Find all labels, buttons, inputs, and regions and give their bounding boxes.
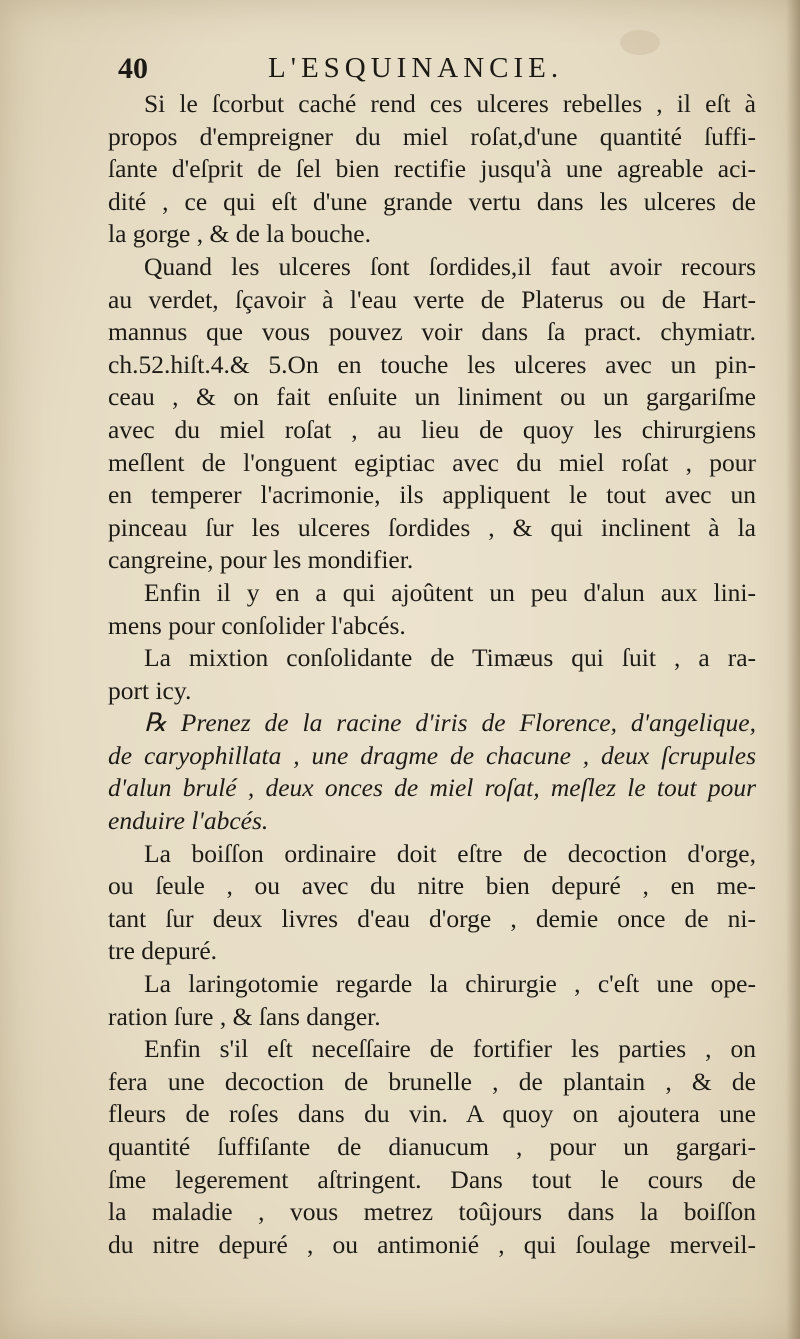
text-line: la gorge , & de la bouche. xyxy=(108,219,371,249)
text-line: cangreine, pour les mondifier. xyxy=(108,545,414,575)
body-text xyxy=(108,88,756,1261)
page-number: 40 xyxy=(118,52,148,85)
text-line: tre depuré. xyxy=(108,936,218,966)
text-line: Si le ſcorbut caché rend ces ulceres rebelles , il eſt à xyxy=(144,89,756,118)
running-title: L'ESQUINANCIE. xyxy=(268,52,564,84)
text-line: pinceau ſur les ulceres ſordides , & qui inclinent à la xyxy=(108,512,756,542)
text-line: mens pour conſolider l'abcés. xyxy=(108,610,406,640)
text-line: Quand les ulceres ſont ſordides,il faut avoir recours xyxy=(144,251,756,281)
text-line: ſante d'eſprit de ſel bien rectifie jusqu'à une agreable aci- xyxy=(108,154,756,184)
text-line: au verdet, ſçavoir à l'eau verte de Platerus ou de Hart- xyxy=(108,284,756,314)
page-header xyxy=(118,52,758,92)
text-line: de caryophillata , une dragme de chacune , deux ſcrupules xyxy=(108,740,756,770)
text-line: fleurs de roſes dans du vin. A quoy on ajoutera une xyxy=(108,1099,756,1129)
text-line: La mixtion conſolidante de Timæus qui ſuit , a ra- xyxy=(144,643,756,673)
text-line: en temperer l'acrimonie, ils appliquent le tout avec un xyxy=(108,480,756,510)
text-line: ℞ Prenez de la racine d'iris de Florence, d'angelique, xyxy=(144,708,756,738)
text-line: quantité ſuffiſante de dianucum , pour un gargari- xyxy=(108,1132,756,1161)
text-line: ceau , & on fait enſuite un liniment ou un gargariſme xyxy=(108,382,756,412)
text-line: d'alun brulé , deux onces de miel roſat, meſlez le tout pour xyxy=(108,773,756,803)
text-line: du nitre depuré , ou antimonié , qui ſoulage merveil- xyxy=(108,1229,756,1259)
text-line: tant ſur deux livres d'eau d'orge , demie once de ni- xyxy=(108,903,756,933)
text-line: Enfin s'il eſt neceſſaire de fortifier les parties , on xyxy=(144,1034,756,1064)
text-line: Enfin il y en a qui ajoûtent un peu d'alun aux lini- xyxy=(144,577,756,607)
text-line: La laringotomie regarde la chirurgie , c'eſt une ope- xyxy=(144,969,756,999)
text-line: La boiſſon ordinaire doit eſtre de decoction d'orge, xyxy=(144,838,756,868)
text-line: ch.52.hiſt.4.& 5.On en touche les ulceres avec un pin- xyxy=(108,349,756,379)
text-line: port icy. xyxy=(108,675,192,705)
text-line: propos d'empreigner du miel roſat,d'une quantité ſuffi- xyxy=(108,121,756,151)
text-line: avec du miel roſat , au lieu de quoy les chirurgiens xyxy=(108,414,756,444)
text-line: la maladie , vous metrez toûjours dans la boiſſon xyxy=(108,1197,756,1227)
text-line: dité , ce qui eſt d'une grande vertu dans les ulceres de xyxy=(108,186,756,216)
text-line: mannus que vous pouvez voir dans ſa pract. chymiatr. xyxy=(108,317,756,347)
text-line: meſlent de l'onguent egiptiac avec du miel roſat , pour xyxy=(108,447,756,477)
text-line: enduire l'abcés. xyxy=(108,806,269,836)
text-line: fera une decoction de brunelle , de plantain , & de xyxy=(108,1066,756,1096)
text-line: ſme legerement aſtringent. Dans tout le cours de xyxy=(108,1164,756,1194)
text-line: ration ſure , & ſans danger. xyxy=(108,1001,381,1031)
text-line: ou ſeule , ou avec du nitre bien depuré , en me- xyxy=(108,871,756,901)
